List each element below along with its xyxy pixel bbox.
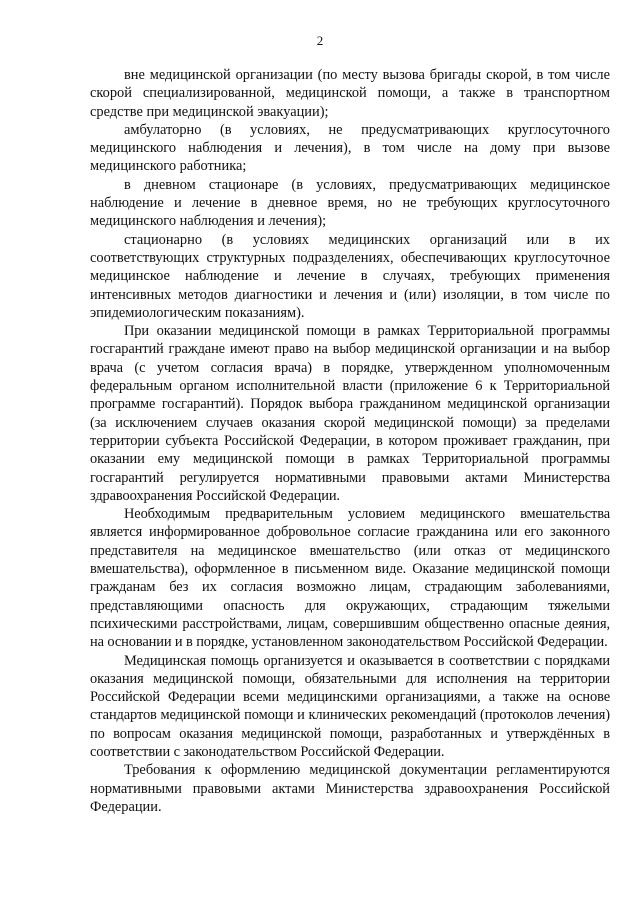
paragraph-documentation-requirements: Требования к оформлению медицинской документации регламентируются нормативными правовыми актами Министерства здравоохранения Российской Федерации. xyxy=(90,762,610,815)
paragraph-care-organization: Медицинская помощь организуется и оказывается в соответствии с порядками оказания медицинской помощи, обязательными для исполнения на территории Российской Федерации всеми медицинскими организациями, а также на основе стандартов медицинской помощи и клинических рекомендаций (протоколов лечения) по вопросам оказания медицинской помощи, разработанных и утверждённых в соответствии с законодательством Российской Федерации. xyxy=(90,652,610,760)
paragraph-inpatient: стационарно (в условиях медицинских организаций или в их соответствующих структурных подразделениях, обеспечивающих круглосуточное медицинское наблюдение и лечение в случаях, требующих применения интенсивных методов диагностики и лечения и (или) изоляции, в том числе по эпидемиологическим показаниям). xyxy=(90,231,610,321)
paragraph-outside-organization: вне медицинской организации (по месту вызова бригады скорой, в том числе скорой специализированной, медицинской помощи, а также в транспортном средстве при медицинской эвакуации); xyxy=(90,67,610,120)
paragraph-outpatient: амбулаторно (в условиях, не предусматривающих круглосуточного медицинского наблюдения и лечения), в том числе на дому при вызове медицинского работника; xyxy=(90,121,610,175)
paragraph-informed-consent: Необходимым предварительным условием медицинского вмешательства является информированное добровольное согласие гражданина или его законного представителя на медицинское вмешательство (или отказ от медицинского вмешательства), оформленное в письменном виде. Оказание медицинской помощи гражданам без их согласия возможно лицам, страдающим заболеваниями, представляющими опасность для окружающих, страдающим тяжелыми психическими расстройствами, лицам, совершившим общественно опасные деяния, на основании и в порядке, установленном законодательством Российской Федерации. xyxy=(90,506,610,651)
document-body xyxy=(90,66,610,816)
paragraph-day-hospital: в дневном стационаре (в условиях, предусматривающих медицинское наблюдение и лечение в дневное время, но не требующих круглосуточного медицинского наблюдения и лечения); xyxy=(90,176,610,230)
page-number: 2 xyxy=(316,33,324,48)
paragraph-choice-of-organization: При оказании медицинской помощи в рамках Территориальной программы госгарантий граждане имеют право на выбор медицинской организации и на выбор врача (с учетом согласия врача) в порядке, утвержденном уполномоченным федеральным органом исполнительной власти (приложение 6 к Территориальной программе госгарантий). Порядок выбора гражданином медицинской организации (за исключением случаев оказания скорой медицинской помощи) за пределами территории субъекта Российской Федерации, в котором проживает гражданин, при оказании ему медицинской помощи в рамках Территориальной программы госгарантий регулируется нормативными правовыми актами Министерства здравоохранения Российской Федерации. xyxy=(90,323,610,504)
